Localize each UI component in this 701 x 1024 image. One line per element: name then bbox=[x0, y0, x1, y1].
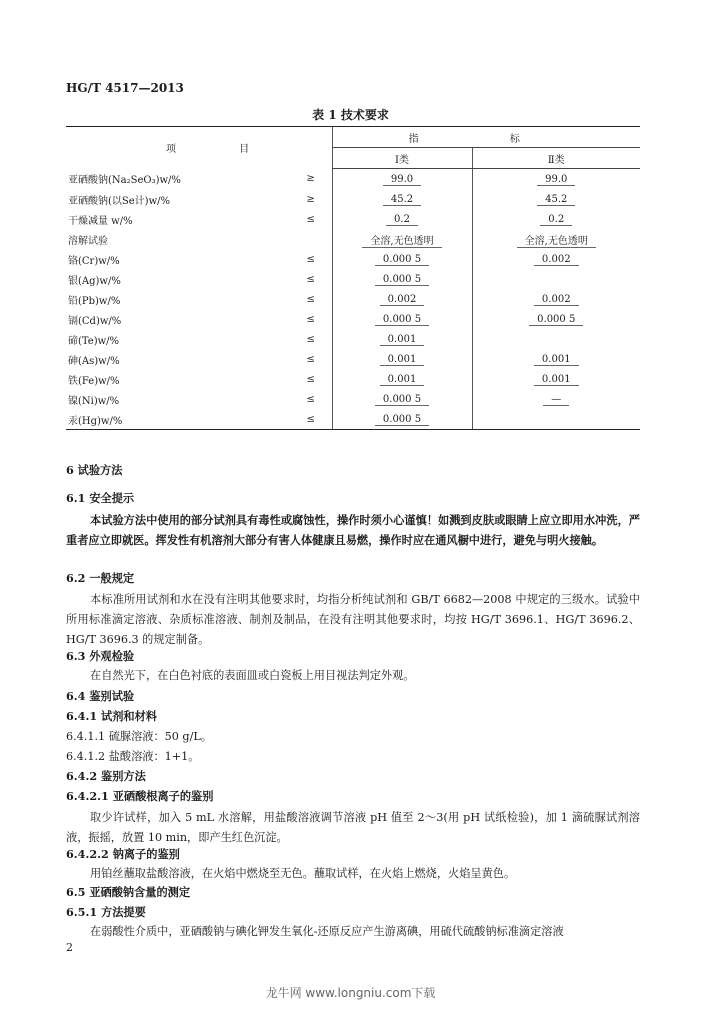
table-cell-symbol: ≤ bbox=[306, 333, 315, 345]
table-cell-symbol: ≤ bbox=[306, 253, 315, 265]
table-cell-item: 汞(Hg)w/% bbox=[66, 409, 296, 430]
table-cell-item: 碲(Te)w/% bbox=[68, 335, 120, 347]
table-cell-class1: 0.000 5 bbox=[332, 309, 472, 329]
table-row bbox=[66, 229, 640, 249]
table-cell-class1: 0.000 5 bbox=[332, 249, 472, 269]
table-cell-class1: 0.001 bbox=[332, 349, 472, 369]
table-title: 表 1 技术要求 bbox=[312, 108, 389, 122]
table-row bbox=[66, 389, 640, 409]
page-number: 2 bbox=[66, 941, 73, 954]
sec-6-1-text: 本试验方法中使用的部分试剂具有毒性或腐蚀性，操作时须小心谨慎！如溅到皮肤或眼睛上应立即用水冲洗，严重者应立即就医。挥发性有机溶剂大部分有害人体健康且易燃，操作时应在通风橱中进行，避免与明火接触。 bbox=[66, 513, 640, 547]
table-cell-class2: — bbox=[472, 389, 640, 409]
table-cell-class1: 0.000 5 bbox=[332, 269, 472, 289]
table-row bbox=[66, 269, 640, 289]
table-cell-class1: 全溶,无色透明 bbox=[332, 229, 472, 249]
table-cell-symbol: ≤ bbox=[306, 373, 315, 385]
table-cell-item: 亚硒酸钠(以Se计)w/% bbox=[68, 195, 171, 207]
table-cell-symbol: ≤ bbox=[306, 273, 315, 285]
footer-watermark: 龙牛网 www.longniu.com下载 bbox=[265, 986, 436, 1000]
table-head-class2: Ⅱ类 bbox=[472, 148, 640, 169]
table-cell-class2 bbox=[472, 409, 640, 430]
sec-6-heading: 6 试验方法 bbox=[66, 463, 123, 477]
table-cell-class2 bbox=[472, 269, 640, 289]
table-head-index: 指 标 bbox=[332, 127, 640, 148]
sec-6-4-1-heading: 6.4.1 试剂和材料 bbox=[66, 709, 157, 723]
sec-6-3-heading: 6.3 外观检验 bbox=[66, 649, 135, 663]
sec-6-4-2-heading: 6.4.2 鉴别方法 bbox=[66, 769, 146, 783]
table-row bbox=[66, 349, 640, 369]
table-cell-item: 铅(Pb)w/% bbox=[68, 295, 121, 307]
table-row bbox=[66, 189, 640, 209]
table-row bbox=[66, 309, 640, 329]
table-cell-symbol: ≤ bbox=[296, 409, 332, 430]
sec-6-3-text: 在自然光下，在白色衬底的表面皿或白瓷板上用目视法判定外观。 bbox=[90, 669, 415, 682]
sec-6-4-2-1-heading: 6.4.2.1 亚硒酸根离子的鉴别 bbox=[66, 789, 214, 803]
table-cell-item: 铬(Cr)w/% bbox=[68, 255, 120, 267]
table-row bbox=[66, 329, 640, 349]
table-cell-class2: 0.2 bbox=[472, 209, 640, 229]
table-cell-class2: 45.2 bbox=[472, 189, 640, 209]
table-cell-class2 bbox=[472, 329, 640, 349]
table-head-item: 项 目 bbox=[66, 127, 332, 169]
sec-6-4-2-2-heading: 6.4.2.2 钠离子的鉴别 bbox=[66, 847, 180, 861]
table-cell-symbol: ≤ bbox=[306, 393, 315, 405]
table-cell-symbol: ≤ bbox=[306, 213, 315, 225]
table-row bbox=[66, 169, 640, 190]
standard-code: HG/T 4517—2013 bbox=[66, 81, 184, 95]
sec-6-4-1-1: 6.4.1.1 硫脲溶液：50 g/L。 bbox=[66, 730, 212, 743]
sec-6-2-heading: 6.2 一般规定 bbox=[66, 571, 135, 585]
sec-6-5-1-text: 在弱酸性介质中，亚硒酸钠与碘化钾发生氧化-还原反应产生游离碘，用硫代硫酸钠标准滴定溶液 bbox=[90, 925, 564, 938]
table-row bbox=[66, 369, 640, 389]
table-cell-symbol: ≤ bbox=[306, 293, 315, 305]
table-cell-class2: 0.001 bbox=[472, 369, 640, 389]
table-cell-item: 干燥减量 w/% bbox=[68, 215, 133, 227]
sec-6-4-1-2: 6.4.1.2 盐酸溶液：1+1。 bbox=[66, 750, 200, 763]
table-cell-symbol: ≥ bbox=[306, 193, 315, 205]
table-row bbox=[66, 249, 640, 269]
table-cell-symbol: ≤ bbox=[306, 313, 315, 325]
table-cell-class1: 0.000 5 bbox=[332, 409, 472, 430]
table-cell-class2: 0.000 5 bbox=[472, 309, 640, 329]
table-cell-class1: 0.001 bbox=[332, 369, 472, 389]
table-cell-class1: 0.2 bbox=[332, 209, 472, 229]
table-cell-symbol: ≥ bbox=[306, 173, 315, 185]
table-cell-class2: 0.002 bbox=[472, 249, 640, 269]
table-cell-item: 镉(Cd)w/% bbox=[68, 315, 122, 327]
sec-6-4-2-1-text: 取少许试样，加入 5 mL 水溶解，用盐酸溶液调节溶液 pH 值至 2～3(用 pH 试纸检验)，加 1 滴硫脲试剂溶液，振摇，放置 10 min，即产生红色沉淀。 bbox=[66, 811, 640, 844]
table-cell-symbol: ≤ bbox=[306, 353, 315, 365]
table-cell-symbol bbox=[296, 229, 332, 249]
table-cell-item: 砷(As)w/% bbox=[68, 355, 120, 367]
table-cell-class2: 99.0 bbox=[472, 169, 640, 190]
table-cell-class1: 0.001 bbox=[332, 329, 472, 349]
table-cell-class1: 99.0 bbox=[332, 169, 472, 190]
sec-6-5-1-heading: 6.5.1 方法提要 bbox=[66, 905, 146, 919]
table-cell-class1: 0.000 5 bbox=[332, 389, 472, 409]
table-cell-class1: 0.002 bbox=[332, 289, 472, 309]
table-cell-item: 溶解试验 bbox=[68, 235, 108, 247]
sec-6-1-heading: 6.1 安全提示 bbox=[66, 491, 135, 505]
table-row bbox=[66, 209, 640, 229]
table-cell-item: 银(Ag)w/% bbox=[68, 275, 121, 287]
table-cell-item: 亚硒酸钠(Na₂SeO₃)w/% bbox=[68, 175, 181, 187]
table-cell-class1: 45.2 bbox=[332, 189, 472, 209]
table-head-class1: Ⅰ类 bbox=[332, 148, 472, 169]
table-cell-item: 铁(Fe)w/% bbox=[68, 375, 120, 387]
table-row bbox=[66, 409, 640, 430]
technical-requirements-table bbox=[66, 126, 640, 430]
table-cell-class2: 0.002 bbox=[472, 289, 640, 309]
sec-6-4-2-2-text: 用铂丝蘸取盐酸溶液，在火焰中燃烧至无色。蘸取试样，在火焰上燃烧，火焰呈黄色。 bbox=[90, 867, 516, 880]
table-cell-class2: 0.001 bbox=[472, 349, 640, 369]
sec-6-4-heading: 6.4 鉴别试验 bbox=[66, 689, 135, 703]
table-cell-class2: 全溶,无色透明 bbox=[472, 229, 640, 249]
table-cell-item: 镍(Ni)w/% bbox=[68, 395, 120, 407]
sec-6-5-heading: 6.5 亚硒酸钠含量的测定 bbox=[66, 885, 191, 899]
sec-6-2-text: 本标准所用试剂和水在没有注明其他要求时，均指分析纯试剂和 GB/T 6682—2008 中规定的三级水。试验中所用标准滴定溶液、杂质标准溶液、制剂及制品，在没有注明其他要求时，均按 HG/T 3696.1、HG/T 3696.2、HG/T 3696.3 的规定制备。 bbox=[66, 593, 640, 646]
table-row bbox=[66, 289, 640, 309]
